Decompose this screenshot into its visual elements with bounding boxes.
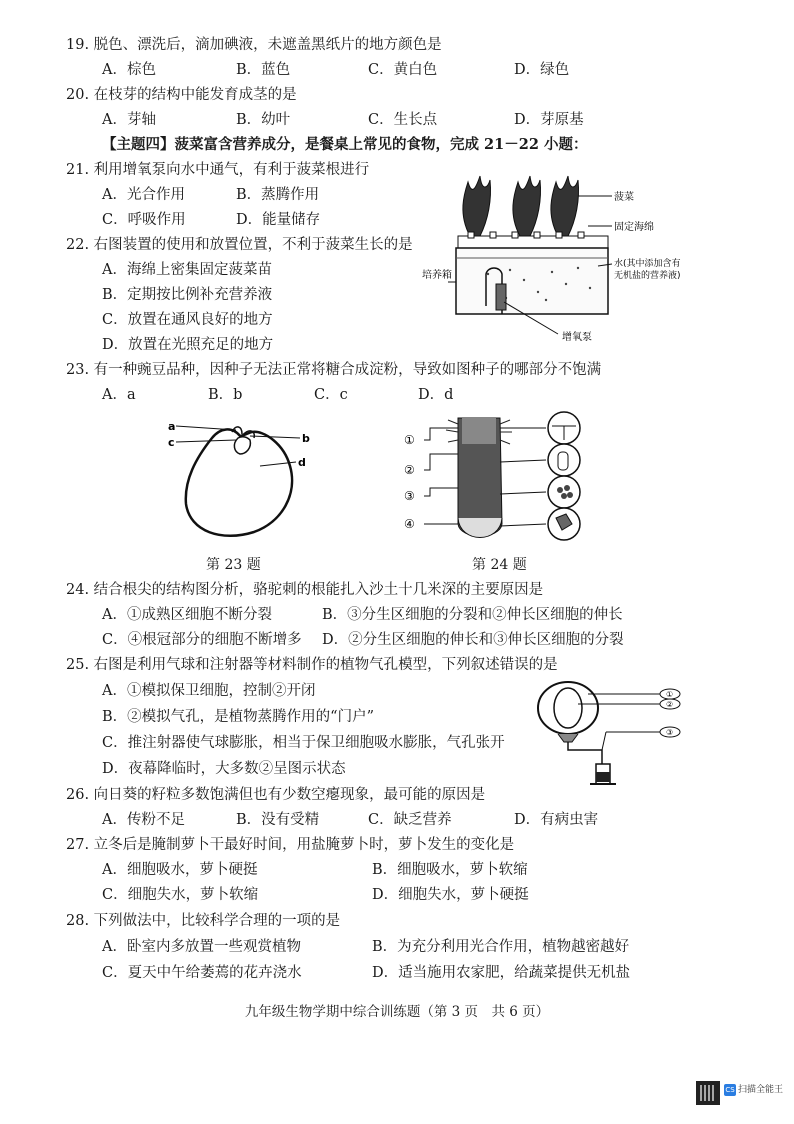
q26-stem: 26. 向日葵的籽粒多数饱满但也有少数空瘪现象，最可能的原因是 xyxy=(66,787,486,803)
q27-stem: 27. 立冬后是腌制萝卜干最好时间，用盐腌萝卜时，萝卜发生的变化是 xyxy=(66,837,515,853)
q21-option-a: A．光合作用 xyxy=(102,187,185,203)
q21-option-d: D．能量储存 xyxy=(236,212,321,228)
q20-option-a: A．芽轴 xyxy=(102,112,156,128)
q20-option-b: B．幼叶 xyxy=(236,112,291,128)
seed-label-d: d xyxy=(298,456,306,469)
model-label-3: ③ xyxy=(666,728,674,737)
seed-figure xyxy=(162,414,322,544)
q28-option-a: A．卧室内多放置一些观赏植物 xyxy=(102,939,301,955)
q19-option-c: C．黄白色 xyxy=(368,62,438,78)
seed-label-c: c xyxy=(168,436,175,449)
q22-option-a: A．海绵上密集固定菠菜苗 xyxy=(102,262,272,278)
label-water-2: 无机盐的营养液) xyxy=(614,271,681,281)
page-footer: 九年级生物学期中综合训练题（第 3 页 共 6 页） xyxy=(244,1004,550,1020)
q19-option-a: A．棕色 xyxy=(102,62,156,78)
q22-option-c: C．放置在通风良好的地方 xyxy=(102,312,273,328)
q21-option-b: B．蒸腾作用 xyxy=(236,187,320,203)
label-box: 培养箱 xyxy=(422,270,452,281)
q23-option-d: D．d xyxy=(418,387,454,403)
q23-option-b: B．b xyxy=(208,387,243,403)
q28-stem: 28. 下列做法中，比较科学合理的一项的是 xyxy=(66,913,341,929)
topic4-heading: 【主题四】菠菜富含营养成分，是餐桌上常见的食物，完成 21－22 小题： xyxy=(102,136,588,153)
label-sponge: 固定海绵 xyxy=(614,222,654,233)
stomata-model-figure xyxy=(528,680,688,790)
qr-code-icon xyxy=(696,1081,720,1105)
model-label-1: ① xyxy=(666,690,674,699)
q28-option-c: C．夏天中午给萎蔫的花卉浇水 xyxy=(102,965,302,981)
q22-option-b: B．定期按比例补充营养液 xyxy=(102,287,273,303)
q26-option-d: D．有病虫害 xyxy=(514,812,599,828)
q26-option-a: A．传粉不足 xyxy=(102,812,185,828)
q25-stem: 25. 右图是利用气球和注射器等材料制作的植物气孔模型，下列叙述错误的是 xyxy=(66,657,558,673)
scanner-watermark-text: 扫描全能王 xyxy=(738,1085,784,1095)
q27-option-a: A．细胞吸水，萝卜硬挺 xyxy=(102,862,258,878)
q26-option-b: B．没有受精 xyxy=(236,812,320,828)
root-label-2: ② xyxy=(404,463,415,477)
q20-option-c: C．生长点 xyxy=(368,112,438,128)
q21-stem: 21. 利用增氧泵向水中通气，有利于菠菜根进行 xyxy=(66,162,370,178)
q23-option-c: C．c xyxy=(314,387,348,403)
q28-option-d: D．适当施用农家肥，给蔬菜提供无机盐 xyxy=(372,965,631,981)
q22-stem: 22. 右图装置的使用和放置位置，不利于菠菜生长的是 xyxy=(66,237,413,253)
label-pump: 增氧泵 xyxy=(562,332,592,343)
q27-option-c: C．细胞失水，萝卜软缩 xyxy=(102,887,259,903)
q23-option-a: A．a xyxy=(102,387,136,403)
q24-option-d: D．②分生区细胞的伸长和③伸长区细胞的分裂 xyxy=(322,632,624,648)
fig23-caption: 第 23 题 xyxy=(206,557,261,573)
q26-option-c: C．缺乏营养 xyxy=(368,812,452,828)
q25-option-c: C．推注射器使气球膨胀，相当于保卫细胞吸水膨胀，气孔张开 xyxy=(102,735,505,751)
q24-stem: 24. 结合根尖的结构图分析，骆驼刺的根能扎入沙土十几米深的主要原因是 xyxy=(66,582,544,598)
hydroponic-box-figure xyxy=(422,174,681,346)
q24-option-b: B．③分生区细胞的分裂和②伸长区细胞的伸长 xyxy=(322,607,623,623)
root-label-3: ③ xyxy=(404,489,415,503)
seed-label-b: b xyxy=(302,432,310,445)
q19-option-d: D．绿色 xyxy=(514,62,570,78)
model-label-2: ② xyxy=(666,700,674,709)
q24-option-c: C．④根冠部分的细胞不断增多 xyxy=(102,632,302,648)
q25-option-d: D．夜幕降临时，大多数②呈图示状态 xyxy=(102,761,346,777)
q27-option-d: D．细胞失水，萝卜硬挺 xyxy=(372,887,529,903)
q23-stem: 23. 有一种豌豆品种，因种子无法正常将糖合成淀粉，导致如图种子的哪部分不饱满 xyxy=(66,362,602,378)
q27-option-b: B．细胞吸水，萝卜软缩 xyxy=(372,862,528,878)
q25-option-b: B．②模拟气孔，是植物蒸腾作用的“门户” xyxy=(102,709,374,725)
q28-option-b: B．为充分利用光合作用，植物越密越好 xyxy=(372,939,630,955)
q21-option-c: C．呼吸作用 xyxy=(102,212,186,228)
q19-stem: 19. 脱色、漂洗后，滴加碘液，未遮盖黑纸片的地方颜色是 xyxy=(66,37,442,53)
q19-option-b: B．蓝色 xyxy=(236,62,291,78)
root-tip-figure xyxy=(400,414,590,548)
label-spinach: 菠菜 xyxy=(614,192,634,203)
scanner-watermark xyxy=(724,1082,783,1096)
q22-option-d: D．放置在光照充足的地方 xyxy=(102,337,274,353)
scanner-logo-icon: CS xyxy=(725,1086,735,1094)
q25-option-a: A．①模拟保卫细胞，控制②开闭 xyxy=(102,683,316,699)
seed-label-a: a xyxy=(168,420,176,433)
fig24-caption: 第 24 题 xyxy=(472,557,527,573)
root-label-1: ① xyxy=(404,433,415,447)
q20-stem: 20. 在枝芽的结构中能发育成茎的是 xyxy=(66,87,297,103)
q20-option-d: D．芽原基 xyxy=(514,112,584,128)
label-water-1: 水(其中添加含有 xyxy=(614,259,681,269)
q24-option-a: A．①成熟区细胞不断分裂 xyxy=(102,607,272,623)
root-label-4: ④ xyxy=(404,517,415,531)
